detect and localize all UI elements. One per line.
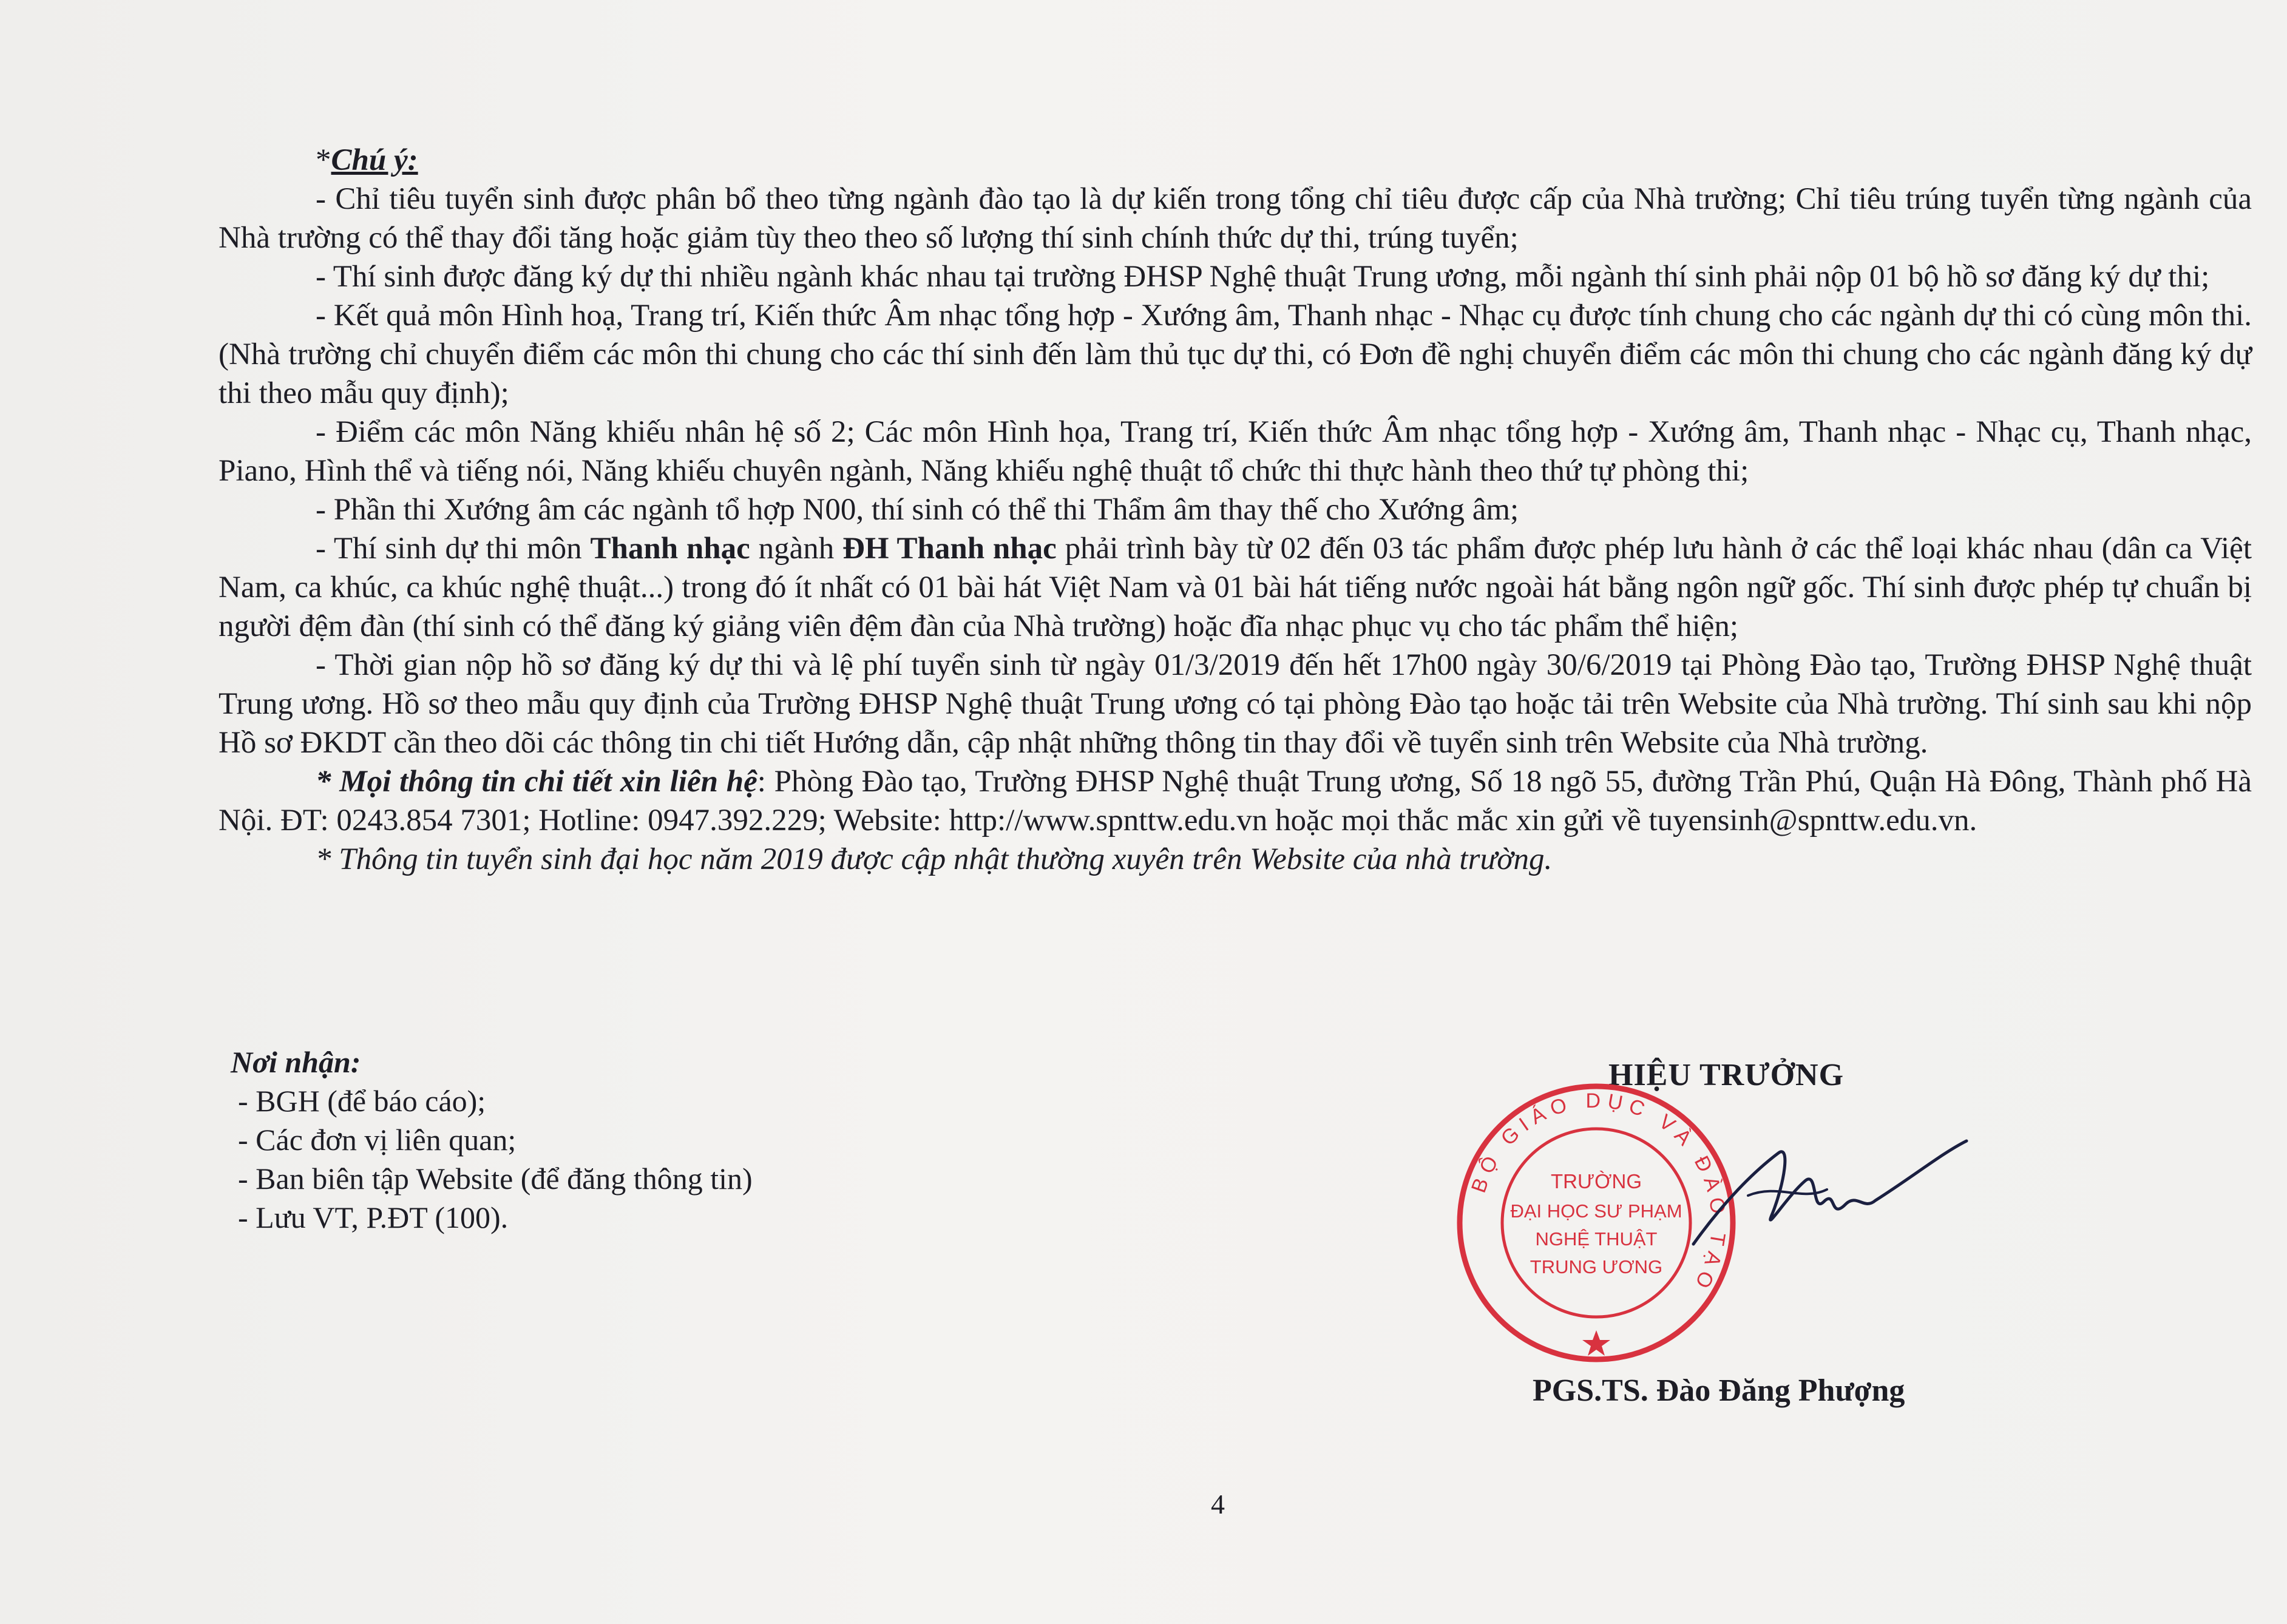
recipient-item: - BGH (để báo cáo); (238, 1084, 486, 1118)
seal-line-3: NGHỆ THUẬT (1535, 1228, 1658, 1250)
note-text: phải trình bày từ 02 đến 03 tác phẩm được phép lưu hành ở các thể loại khác nhau (dân ca Việt Nam, ca khúc, ca khúc nghệ thuật...) trong đó ít nhất có 01 bài hát Việt Nam và 01 bài hát tiếng nước ngoài hát bằng ngôn ngữ gốc. Thí sinh được phép tự chuẩn bị người đệm đàn (thí sinh có thể đăng ký giảng viên đệm đàn của Nhà trường) hoặc đĩa nhạc phục vụ cho tác phẩm thể hiện; (219, 532, 2252, 643)
signature-title: HIỆU TRƯỞNG (1608, 1058, 1845, 1092)
note-text: - Thí sinh dự thi môn (316, 532, 591, 566)
update-note: * Thông tin tuyển sinh đại học năm 2019 được cập nhật thường xuyên trên Website của nhà trường. (316, 842, 1553, 876)
note-item: - Thí sinh được đăng ký dự thi nhiều ngành khác nhau tại trường ĐHSP Nghệ thuật Trung ương, mỗi ngành thí sinh phải nộp 01 bộ hồ sơ đăng ký dự thi; (316, 260, 2210, 294)
recipient-item: - Lưu VT, P.ĐT (100). (238, 1200, 509, 1234)
note-item: - Phần thi Xướng âm các ngành tổ hợp N00, thí sinh có thể thi Thẩm âm thay thế cho Xướng âm; (316, 493, 1519, 527)
handwritten-signature (1681, 1129, 1973, 1274)
page-number: 4 (1211, 1489, 1225, 1520)
note-item: - Kết quả môn Hình hoạ, Trang trí, Kiến thức Âm nhạc tổng hợp - Xướng âm, Thanh nhạc - Nhạc cụ được tính chung cho các ngành dự thi có cùng môn thi. (Nhà trường chỉ chuyển điểm các môn thi chung cho các thí sinh đến làm thủ tục dự thi, có Đơn đề nghị chuyển điểm các môn thi chung cho các ngành đăng ký dự thi theo mẫu quy định); (219, 299, 2252, 410)
contact-paragraph (219, 762, 2252, 840)
note-item: - Điểm các môn Năng khiếu nhân hệ số 2; Các môn Hình họa, Trang trí, Kiến thức Âm nhạc tổng hợp - Xướng âm, Thanh nhạc - Nhạc cụ, Thanh nhạc, Piano, Hình thể và tiếng nói, Năng khiếu chuyên ngành, Năng khiếu nghệ thuật tổ chức thi thực hành theo thứ tự phòng thi; (219, 415, 2252, 488)
note-bold-major: ĐH Thanh nhạc (842, 532, 1057, 566)
recipients-title: Nơi nhận: (231, 1045, 361, 1079)
recipient-item: - Ban biên tập Website (để đăng thông tin) (238, 1162, 753, 1196)
seal-line-4: TRUNG ƯƠNG (1530, 1256, 1663, 1277)
note-bold-subject: Thanh nhạc (590, 532, 750, 566)
note-item-deadline: - Thời gian nộp hồ sơ đăng ký dự thi và lệ phí tuyển sinh từ ngày 01/3/2019 đến hết 17h00 ngày 30/6/2019 tại Phòng Đào tạo, Trường ĐHSP Nghệ thuật Trung ương. Hồ sơ theo mẫu quy định của Trường ĐHSP Nghệ thuật Trung ương có tại phòng Đào tạo hoặc tải trên Website của Nhà trường. Thí sinh sau khi nộp Hồ sơ ĐKDT cần theo dõi các thông tin chi tiết Hướng dẫn, cập nhật những thông tin thay đổi về tuyển sinh trên Website của Nhà trường. (219, 648, 2252, 760)
seal-line-1: TRƯỜNG (1551, 1170, 1642, 1193)
contact-label: * Mọi thông tin chi tiết xin liên hệ (316, 765, 757, 799)
seal-line-2: ĐẠI HỌC SƯ PHẠM (1510, 1200, 1682, 1222)
note-text: ngành (750, 532, 843, 566)
notes-heading-mark: * (316, 143, 331, 177)
recipient-item: - Các đơn vị liên quan; (238, 1123, 517, 1157)
notes-heading-line (219, 141, 2252, 180)
note-item: - Chỉ tiêu tuyển sinh được phân bổ theo từng ngành đào tạo là dự kiến trong tổng chỉ tiêu được cấp của Nhà trường; Chỉ tiêu trúng tuyển từng ngành của Nhà trường có thể thay đổi tăng hoặc giảm tùy theo theo số lượng thí sinh chính thức dự thi, trúng tuyển; (219, 182, 2252, 255)
signer-name: PGS.TS. Đào Đăng Phượng (1533, 1373, 1905, 1408)
recipients-block (231, 1043, 753, 1237)
seal-star-icon (1582, 1330, 1610, 1356)
notes-section (219, 141, 2252, 879)
seal-outer-text: BỘ GIÁO DỤC VÀ ĐÀO TẠO (1466, 1089, 1730, 1298)
note-item-vocal (219, 529, 2252, 646)
contact-text: : Phòng Đào tạo, Trường ĐHSP Nghệ thuật Trung ương, Số 18 ngõ 55, đường Trần Phú, Quận Hà Đông, Thành phố Hà Nội. ĐT: 0243.854 7301; Hotline: 0947.392.229; Website: http://www.spnttw.edu.vn hoặc mọi thắc mắc xin gửi về tuyensinh@spnttw.edu.vn. (219, 765, 2252, 837)
notes-heading: Chú ý: (331, 143, 418, 177)
